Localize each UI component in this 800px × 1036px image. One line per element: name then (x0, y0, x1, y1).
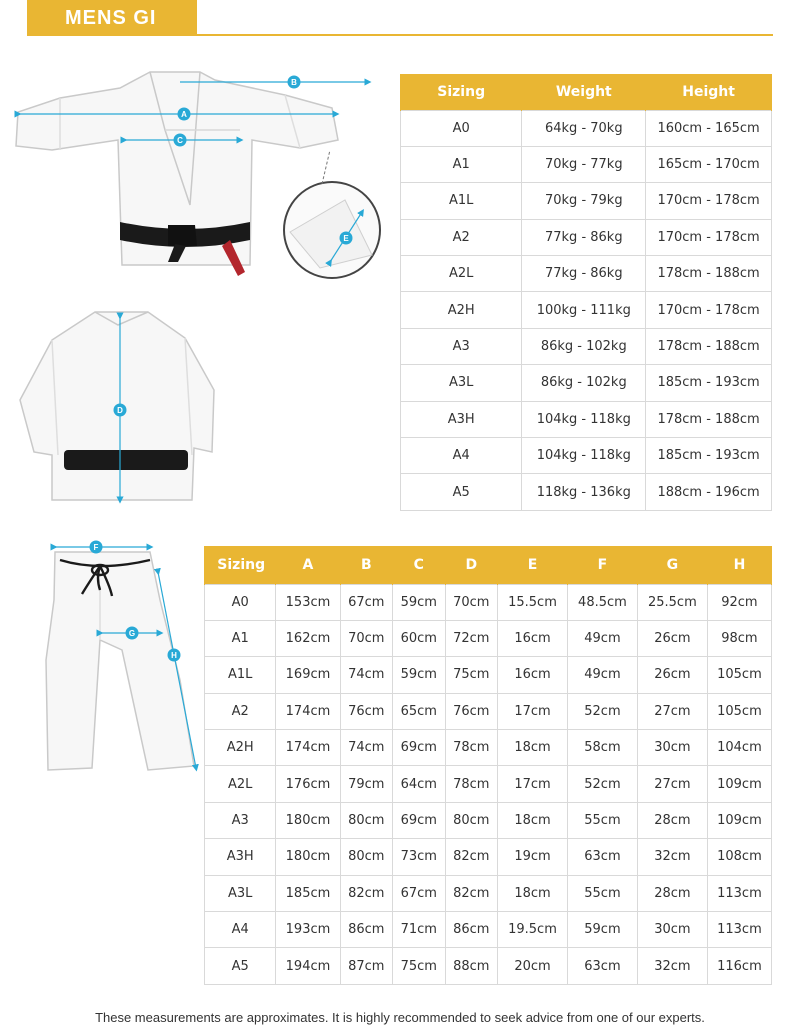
table-cell: 32cm (637, 839, 707, 875)
svg-text:C: C (177, 136, 183, 145)
table-cell: 194cm (276, 948, 340, 984)
table-row (401, 401, 772, 437)
table-cell: 105cm (707, 693, 771, 729)
table-cell: A3H (401, 401, 522, 437)
table-cell: 59cm (567, 912, 637, 948)
table-cell: 76cm (445, 693, 498, 729)
column-header: F (567, 546, 637, 584)
table-cell: A4 (205, 912, 276, 948)
table-cell: 109cm (707, 802, 771, 838)
table-cell: 185cm - 193cm (646, 365, 772, 401)
table-cell: 30cm (637, 912, 707, 948)
table-cell: 118kg - 136kg (522, 474, 646, 510)
table-cell: A4 (401, 438, 522, 474)
column-header: Sizing (205, 546, 276, 584)
svg-text:F: F (93, 543, 99, 552)
table-row (205, 912, 772, 948)
column-header: A (276, 546, 340, 584)
table-cell: 27cm (637, 766, 707, 802)
table-cell: 17cm (498, 766, 568, 802)
column-header: Height (646, 74, 772, 110)
marker-f (90, 541, 103, 554)
table-cell: 174cm (276, 730, 340, 766)
table-cell: 78cm (445, 766, 498, 802)
table-cell: 52cm (567, 766, 637, 802)
table-cell: 26cm (637, 657, 707, 693)
table-cell: 174cm (276, 693, 340, 729)
table-cell: 82cm (445, 839, 498, 875)
table-cell: A3H (205, 839, 276, 875)
table-row (401, 328, 772, 364)
marker-b (288, 76, 301, 89)
table-row (205, 839, 772, 875)
table-cell: 105cm (707, 657, 771, 693)
table-cell: 87cm (340, 948, 393, 984)
table-cell: 77kg - 86kg (522, 219, 646, 255)
measurement-table (204, 546, 772, 985)
table-cell: 80cm (445, 802, 498, 838)
table-cell: 180cm (276, 802, 340, 838)
table-cell: A2H (401, 292, 522, 328)
marker-e (340, 232, 353, 245)
table-cell: 160cm - 165cm (646, 110, 772, 146)
table-cell: 86kg - 102kg (522, 365, 646, 401)
table-row (401, 183, 772, 219)
table-cell: 78cm (445, 730, 498, 766)
column-header: H (707, 546, 771, 584)
svg-text:E: E (343, 234, 349, 243)
table-cell: 64kg - 70kg (522, 110, 646, 146)
svg-text:G: G (128, 629, 136, 638)
table-cell: 59cm (393, 584, 446, 620)
table-cell: 49cm (567, 620, 637, 656)
column-header: B (340, 546, 393, 584)
table-cell: 18cm (498, 730, 568, 766)
table-cell: 88cm (445, 948, 498, 984)
table-cell: 82cm (445, 875, 498, 911)
table-cell: 86cm (445, 912, 498, 948)
table-cell: 170cm - 178cm (646, 219, 772, 255)
marker-a (178, 108, 191, 121)
table-cell: A1L (205, 657, 276, 693)
table-cell: 28cm (637, 802, 707, 838)
table-header-row (205, 546, 772, 584)
marker-d (114, 404, 127, 417)
table-cell: 193cm (276, 912, 340, 948)
table-cell: A2 (401, 219, 522, 255)
svg-text:B: B (291, 78, 297, 87)
table-cell: 113cm (707, 912, 771, 948)
table-row (401, 438, 772, 474)
table-cell: 178cm - 188cm (646, 256, 772, 292)
table-cell: 17cm (498, 693, 568, 729)
marker-c (174, 134, 187, 147)
table-cell: 79cm (340, 766, 393, 802)
table-cell: 178cm - 188cm (646, 401, 772, 437)
column-header: D (445, 546, 498, 584)
table-cell: 19.5cm (498, 912, 568, 948)
table-row (401, 146, 772, 182)
table-cell: 165cm - 170cm (646, 146, 772, 182)
table-cell: 59cm (393, 657, 446, 693)
table-row (401, 110, 772, 146)
column-header: C (393, 546, 446, 584)
table-cell: 108cm (707, 839, 771, 875)
table-cell: 25.5cm (637, 584, 707, 620)
table-cell: 73cm (393, 839, 446, 875)
table-row (205, 766, 772, 802)
table-cell: 30cm (637, 730, 707, 766)
table-cell: 170cm - 178cm (646, 292, 772, 328)
column-header: E (498, 546, 568, 584)
sizing-table (400, 74, 772, 511)
table-cell: 16cm (498, 620, 568, 656)
table-cell: 65cm (393, 693, 446, 729)
table-cell: 104kg - 118kg (522, 401, 646, 437)
marker-g (126, 627, 139, 640)
table-cell: 82cm (340, 875, 393, 911)
table-row (401, 256, 772, 292)
svg-text:D: D (117, 406, 123, 415)
table-cell: 80cm (340, 839, 393, 875)
table-cell: A0 (401, 110, 522, 146)
table-cell: 70cm (340, 620, 393, 656)
svg-text:A: A (181, 110, 187, 119)
table-cell: A1 (205, 620, 276, 656)
table-cell: 67cm (393, 875, 446, 911)
table-cell: 18cm (498, 875, 568, 911)
table-row (205, 948, 772, 984)
table-cell: 176cm (276, 766, 340, 802)
table-cell: 52cm (567, 693, 637, 729)
table-row (401, 365, 772, 401)
table-cell: A5 (401, 474, 522, 510)
table-cell: 28cm (637, 875, 707, 911)
table-cell: 169cm (276, 657, 340, 693)
table-cell: 55cm (567, 802, 637, 838)
table-cell: A5 (205, 948, 276, 984)
table-cell: A3 (401, 328, 522, 364)
table-cell: A2 (205, 693, 276, 729)
table-cell: 49cm (567, 657, 637, 693)
table-cell: 64cm (393, 766, 446, 802)
table-cell: 16cm (498, 657, 568, 693)
table-cell: 63cm (567, 839, 637, 875)
table-row (401, 219, 772, 255)
table-cell: 185cm - 193cm (646, 438, 772, 474)
table-cell: 185cm (276, 875, 340, 911)
table-cell: 70cm (445, 584, 498, 620)
table-cell: A2L (401, 256, 522, 292)
table-cell: 170cm - 178cm (646, 183, 772, 219)
belt-back (64, 450, 188, 470)
table-cell: 104cm (707, 730, 771, 766)
table-cell: 162cm (276, 620, 340, 656)
table-row (401, 292, 772, 328)
table-row (205, 730, 772, 766)
table-cell: 70kg - 77kg (522, 146, 646, 182)
table-cell: A3 (205, 802, 276, 838)
table-header-row (401, 74, 772, 110)
table-cell: 104kg - 118kg (522, 438, 646, 474)
table-cell: A1L (401, 183, 522, 219)
table-cell: 69cm (393, 802, 446, 838)
table-cell: 113cm (707, 875, 771, 911)
table-cell: 109cm (707, 766, 771, 802)
table-cell: A3L (401, 365, 522, 401)
table-cell: A0 (205, 584, 276, 620)
table-cell: 100kg - 111kg (522, 292, 646, 328)
table-cell: 58cm (567, 730, 637, 766)
table-cell: 76cm (340, 693, 393, 729)
table-cell: 69cm (393, 730, 446, 766)
table-cell: 71cm (393, 912, 446, 948)
table-row (205, 802, 772, 838)
table-cell: 86kg - 102kg (522, 328, 646, 364)
section-title: MENS GI (27, 0, 197, 36)
table-cell: 27cm (637, 693, 707, 729)
table-cell: A1 (401, 146, 522, 182)
table-cell: 116cm (707, 948, 771, 984)
table-cell: 98cm (707, 620, 771, 656)
table-cell: 77kg - 86kg (522, 256, 646, 292)
table-cell: 74cm (340, 730, 393, 766)
column-header: Sizing (401, 74, 522, 110)
table-cell: 15.5cm (498, 584, 568, 620)
table-cell: 55cm (567, 875, 637, 911)
table-cell: 20cm (498, 948, 568, 984)
column-header: G (637, 546, 707, 584)
sleeve-detail-illustration (284, 150, 380, 278)
table-row (205, 584, 772, 620)
footer-note: These measurements are approximates. It is highly recommended to seek advice from one of our experts. (95, 1010, 705, 1025)
table-row (205, 693, 772, 729)
table-cell: 60cm (393, 620, 446, 656)
table-cell: 19cm (498, 839, 568, 875)
table-cell: 74cm (340, 657, 393, 693)
table-cell: 178cm - 188cm (646, 328, 772, 364)
table-cell: 86cm (340, 912, 393, 948)
table-cell: 67cm (340, 584, 393, 620)
column-header: Weight (522, 74, 646, 110)
table-cell: 80cm (340, 802, 393, 838)
table-cell: 18cm (498, 802, 568, 838)
table-cell: 180cm (276, 839, 340, 875)
table-row (205, 875, 772, 911)
table-cell: 26cm (637, 620, 707, 656)
table-cell: A3L (205, 875, 276, 911)
table-cell: 32cm (637, 948, 707, 984)
table-cell: 72cm (445, 620, 498, 656)
marker-h (168, 649, 181, 662)
table-row (205, 620, 772, 656)
table-cell: 92cm (707, 584, 771, 620)
table-row (205, 657, 772, 693)
table-cell: 48.5cm (567, 584, 637, 620)
svg-text:H: H (171, 651, 177, 660)
table-cell: A2L (205, 766, 276, 802)
table-cell: 63cm (567, 948, 637, 984)
table-cell: 188cm - 196cm (646, 474, 772, 510)
table-row (401, 474, 772, 510)
table-cell: 75cm (393, 948, 446, 984)
table-cell: 70kg - 79kg (522, 183, 646, 219)
table-cell: 75cm (445, 657, 498, 693)
table-cell: A2H (205, 730, 276, 766)
table-cell: 153cm (276, 584, 340, 620)
